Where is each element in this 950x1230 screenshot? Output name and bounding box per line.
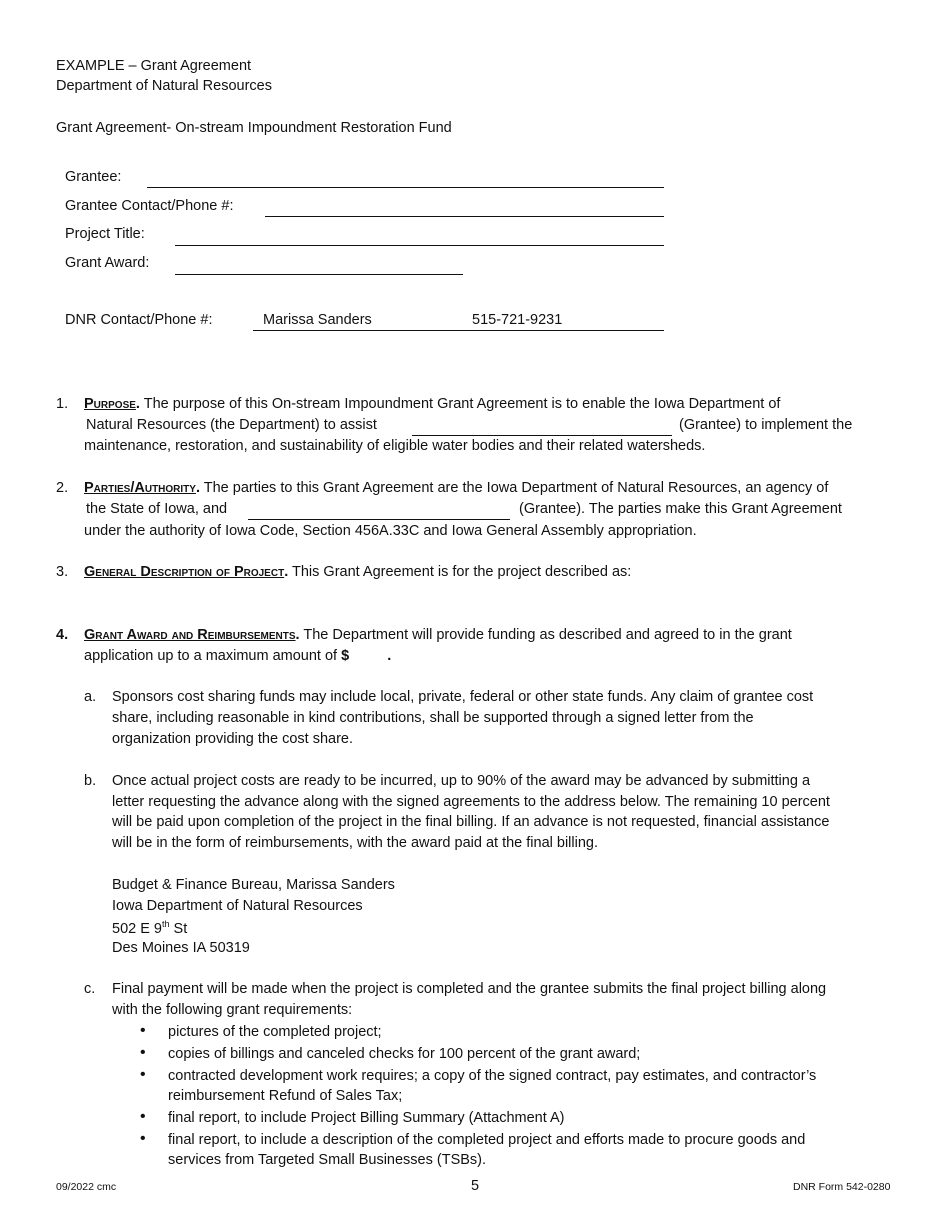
- section-1-text-d: maintenance, restoration, and sustainability of eligible water bodies and their related watersheds.: [84, 438, 706, 454]
- section-3-text: This Grant Agreement is for the project described as:: [292, 564, 632, 580]
- footer-date: 09/2022 cmc: [56, 1181, 117, 1193]
- item-b-line-2: letter requesting the advance along with the signed agreements to the address below. The remaining 10 percent: [112, 794, 830, 810]
- section-1-number: 1.: [56, 396, 69, 412]
- section-3-number: 3.: [56, 564, 69, 580]
- section-1-grantee-field[interactable]: [412, 435, 672, 436]
- dnr-contact-name: Marissa Sanders: [263, 312, 372, 328]
- header-line-2: Department of Natural Resources: [56, 78, 272, 94]
- item-a-line-3: organization providing the cost share.: [112, 731, 354, 747]
- grant-award-field[interactable]: [175, 274, 463, 275]
- item-b-label: b.: [84, 773, 97, 789]
- item-a-line-2: share, including reasonable in kind contributions, shall be supported through a signed letter from the: [112, 710, 754, 726]
- bullet-item: copies of billings and canceled checks for 100 percent of the grant award;: [168, 1046, 641, 1062]
- bullet-item: contracted development work requires; a copy of the signed contract, pay estimates, and contractor’s: [168, 1068, 817, 1084]
- header-line-1: EXAMPLE – Grant Agreement: [56, 58, 252, 74]
- section-4-text-b: application up to a maximum amount of: [84, 648, 338, 664]
- project-title-label: Project Title:: [65, 226, 145, 242]
- dnr-contact-field: [253, 330, 664, 331]
- section-4-line-2: [84, 648, 391, 664]
- bullet-icon: •: [140, 1022, 146, 1039]
- grant-award-label: Grant Award:: [65, 255, 150, 271]
- section-1-line-1: Purpose. The purpose of this On-stream Impoundment Grant Agreement is to enable the Iowa Department of: [84, 396, 781, 412]
- grantee-field[interactable]: [147, 187, 664, 188]
- item-b-line-1: Once actual project costs are ready to be incurred, up to 90% of the award may be advanced by submitting a: [112, 773, 811, 789]
- bullet-item: final report, to include Project Billing Summary (Attachment A): [168, 1110, 565, 1126]
- section-3-heading: General Description of Project: [84, 564, 285, 580]
- section-1-text-b: Natural Resources (the Department) to assist: [86, 417, 377, 433]
- section-4-number: 4.: [56, 627, 69, 643]
- amount-end: .: [387, 648, 392, 664]
- bullet-item-continued: reimbursement Refund of Sales Tax;: [168, 1088, 403, 1104]
- section-2-heading: Parties/Authority: [84, 480, 196, 496]
- section-2-line-1: Parties/Authority. The parties to this Grant Agreement are the Iowa Department of Natural Resources, an agency of: [84, 480, 829, 496]
- bullet-item: final report, to include a description of the completed project and efforts made to procure goods and: [168, 1132, 806, 1148]
- bullet-item: pictures of the completed project;: [168, 1024, 382, 1040]
- item-a-line-1: Sponsors cost sharing funds may include local, private, federal or other state funds. Any claim of grantee cost: [112, 689, 814, 705]
- address-line-3: 502 E 9th St: [112, 919, 188, 937]
- bullet-icon: •: [140, 1108, 146, 1125]
- item-c-line-2: with the following grant requirements:: [112, 1002, 353, 1018]
- document-title: Grant Agreement- On-stream Impoundment Restoration Fund: [56, 120, 452, 136]
- bullet-icon: •: [140, 1044, 146, 1061]
- section-2-text-d: under the authority of Iowa Code, Section 456A.33C and Iowa General Assembly appropriation.: [84, 523, 697, 539]
- grantee-contact-field[interactable]: [265, 216, 664, 217]
- section-4-heading: Grant Award and Reimbursements: [84, 627, 296, 643]
- section-2-text-a: The parties to this Grant Agreement are the Iowa Department of Natural Resources, an agency of: [203, 480, 829, 496]
- section-2-text-c: (Grantee). The parties make this Grant Agreement: [519, 501, 842, 517]
- amount-symbol: $: [341, 648, 350, 664]
- section-2-number: 2.: [56, 480, 69, 496]
- section-4-text-a: The Department will provide funding as described and agreed to in the grant: [303, 627, 792, 643]
- item-a-label: a.: [84, 689, 97, 705]
- grantee-contact-label: Grantee Contact/Phone #:: [65, 198, 234, 214]
- bullet-item-continued: services from Targeted Small Businesses (TSBs).: [168, 1152, 487, 1168]
- section-2-grantee-field[interactable]: [248, 519, 510, 520]
- item-b-line-3: will be paid upon completion of the project in the final billing. If an advance is not requested, financial assistance: [112, 814, 830, 830]
- grantee-label: Grantee:: [65, 169, 122, 185]
- bullet-icon: •: [140, 1066, 146, 1083]
- section-2-text-b: the State of Iowa, and: [86, 501, 228, 517]
- section-4-line-1: Grant Award and Reimbursements. The Department will provide funding as described and agreed to in the grant: [84, 627, 792, 643]
- section-1-heading: Purpose: [84, 396, 136, 412]
- page-number: 5: [471, 1178, 480, 1194]
- form-number: DNR Form 542-0280: [793, 1181, 891, 1193]
- section-1-text-a: The purpose of this On-stream Impoundment Grant Agreement is to enable the Iowa Department of: [143, 396, 781, 412]
- address-line-2: Iowa Department of Natural Resources: [112, 898, 363, 914]
- dnr-contact-label: DNR Contact/Phone #:: [65, 312, 213, 328]
- bullet-icon: •: [140, 1130, 146, 1147]
- section-1-text-c: (Grantee) to implement the: [679, 417, 853, 433]
- section-3-line-1: General Description of Project. This Grant Agreement is for the project described as:: [84, 564, 632, 580]
- project-title-field[interactable]: [175, 245, 664, 246]
- item-b-line-4: will be in the form of reimbursements, with the award paid at the final billing.: [112, 835, 598, 851]
- item-c-line-1: Final payment will be made when the project is completed and the grantee submits the final project billing along: [112, 981, 827, 997]
- item-c-label: c.: [84, 981, 96, 997]
- dnr-contact-phone: 515-721-9231: [472, 312, 563, 328]
- address-line-4: Des Moines IA 50319: [112, 940, 250, 956]
- address-line-1: Budget & Finance Bureau, Marissa Sanders: [112, 877, 395, 893]
